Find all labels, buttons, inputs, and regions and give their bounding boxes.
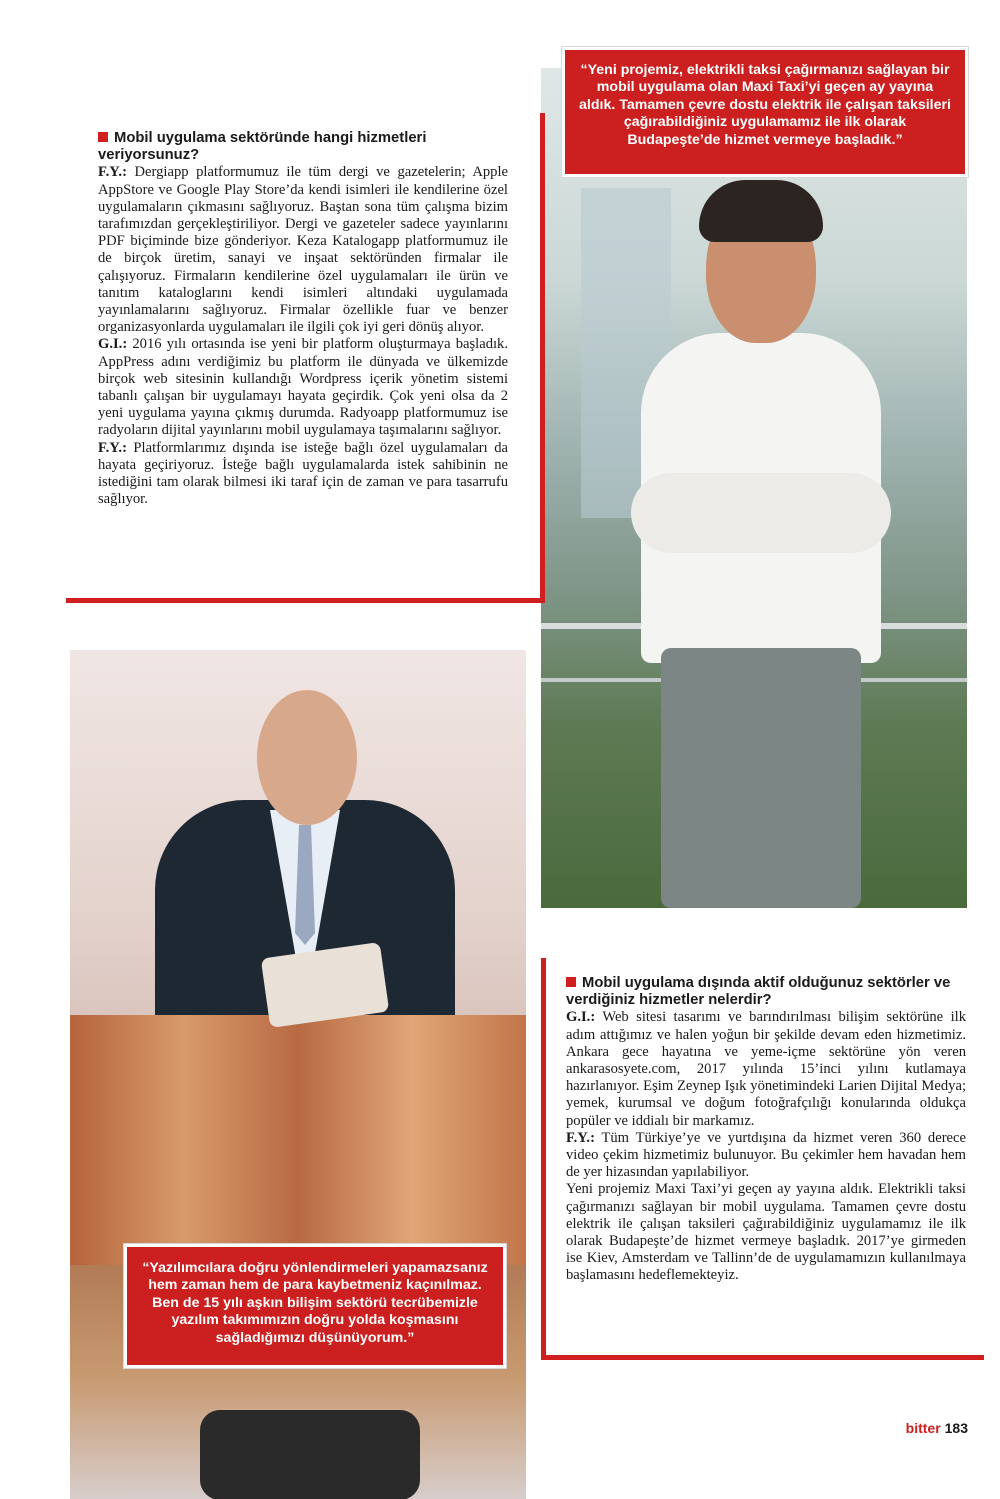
article-1-text [98, 130, 508, 508]
question-heading: Mobil uygulama dışında aktif olduğunuz sektörler ve verdiğiniz hizmetler nelerdir? [566, 975, 951, 1009]
pull-quote-top: “Yeni projemiz, elektrikli taksi çağırmanızı sağlayan bir mobil uygulama olan Maxi Taxi’yi geçen ay yayına aldık. Tamamen çevre dostu elektrik ile çalışan taksileri çağırabildiğiniz uygulamamız ile ilk olarak Budapeşte’de hizmet vermeye başladık.” [562, 47, 968, 177]
article-2-text [566, 975, 966, 1285]
portrait-photo-right [541, 68, 967, 908]
answer-paragraph: Yeni projemiz Maxi Taxi’yi geçen ay yayına aldık. Elektrikli taksi çağırmanızı sağlayan bir mobil uygulama. Tamamen çevre dostu elektrik ile çalışan taksileri çağırabildiğiniz uygulamamız ile ilk olarak Budapeşte’de hizmet vermeye başladık. 2017’ye girmeden ise Kiev, Amsterdam ve Tallinn’de de uygulamamızın kullanılmaya başlamasını hedeflemekteyiz. [566, 1181, 966, 1284]
article-box-2 [541, 958, 984, 1360]
answer-paragraph: F.Y.: Platformlarımız dışında ise isteğe bağlı özel uygulamaları da hayata geçiriyoruz. İsteğe bağlı uygulamalarda istek sahibinin ne istediğini tam olarak bilmesi iki taraf için de zaman ve para tasarrufu sağlıyor. [98, 439, 508, 508]
question-heading: Mobil uygulama sektöründe hangi hizmetleri veriyorsunuz? [98, 130, 427, 164]
magazine-brand: bitter [905, 1420, 941, 1436]
page-number: 183 [944, 1420, 968, 1436]
answer-paragraph: F.Y.: Tüm Türkiye’ye ve yurtdışına da hizmet veren 360 derece video çekim hizmetimiz bulunuyor. Bu çekimler hem havadan hem de yer hizasından yapılabiliyor. [566, 1129, 966, 1181]
person-crossed-arms [631, 473, 891, 553]
red-square-bullet [98, 132, 108, 142]
person-pants [661, 648, 861, 908]
answer-paragraph: G.I.: 2016 yılı ortasında ise yeni bir platform oluşturmaya başladık. AppPress adını verdiğimiz bu platform ile dünyada ve ülkemizde birçok web sitesinin kullandığı Wordpress içerik yönetim sistemi tabanlı çalışan bir uygulamayı hayata geçirdik. Çok yeni olsa da 2 yeni uygulama yayına çıkmış durumda. Radyoapp platformumuz ise radyoların dijital yayınlarını mobil uygulamaya taşımalarını sağlıyor. [98, 336, 508, 439]
answer-paragraph: G.I.: Web sitesi tasarımı ve barındırılması bilişim sektörüne ilk adım attığımız ve halen yoğun bir şekilde devam eden hizmetimiz. Ankara gece hayatına ve yeme-içme sektörüne yön veren ankarasosyete.com, 2017 yılında 15’inci yılını kutlamaya hazırlanıyor. Eşim Zeynep Işık yönetimindeki Larien Dijital Medya; yemek, kurumsal ve doğum fotoğrafçılığı konularında oldukça popüler ve iddialı bir markamız. [566, 1009, 966, 1129]
pull-quote-bottom: “Yazılımcılara doğru yönlendirmeleri yapamazsanız hem zaman hem de para kaybetmeniz kaçınılmaz. Ben de 15 yılı aşkın bilişim sektörü tecrübemizle yazılım takımımızın doğru yolda koşmasını sağladığımızı düşünüyorum.” [124, 1244, 506, 1368]
person-hair [699, 180, 823, 242]
portrait-photo-left [70, 650, 526, 1499]
answer-paragraph: F.Y.: Dergiapp platformumuz ile tüm dergi ve gazetelerin; Apple AppStore ve Google Play Store’da kendi isimleri ile kendilerine özel uygulamaların çıkmasını sağlıyoruz. Baştan sona tüm çalışma bizim tarafımızdan gerçekleştiriliyor. Dergi ve gazeteler sadece yayınlarını PDF biçiminde bize gönderiyor. Keza Katalogapp platformumuz ile de birçok üretim, sanayi ve inşaat sektöründen firmalar ile çalışıyoruz. Firmaların kendilerine özel uygulamaları ile ürün ve tanıtım kataloglarını kendi isimleri altındaki uygulamada yayınlamalarını sağlıyoruz. Firmalar özellikle fuar ve benzer organizasyonlarda uygulamaları ile ilgili çok iyi geri dönüş alıyor. [98, 164, 508, 336]
person-head [257, 690, 357, 825]
page-footer [906, 1420, 968, 1438]
wooden-table [70, 1015, 526, 1265]
article-box-1 [66, 113, 545, 603]
person-legs [200, 1410, 420, 1499]
red-square-bullet [566, 977, 576, 987]
